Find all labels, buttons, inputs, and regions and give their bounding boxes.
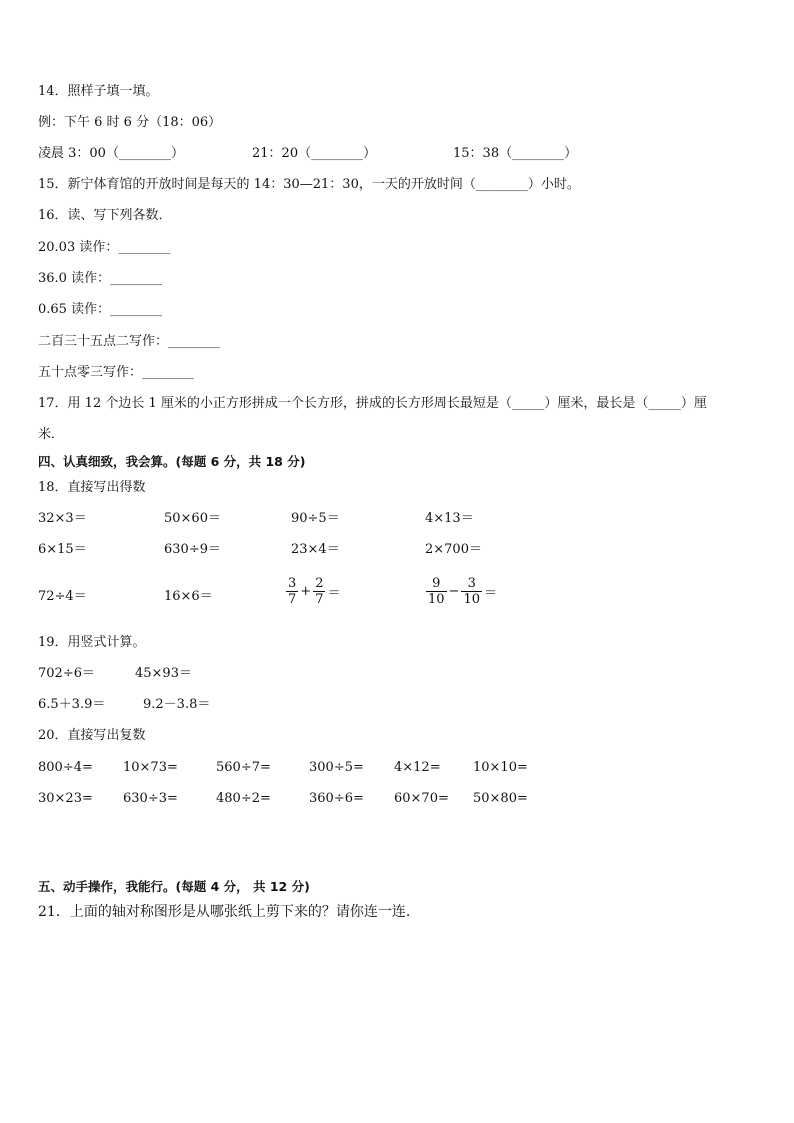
q18-r1-c2: 50×60＝ [164, 511, 221, 526]
q17-line2: 米． [38, 427, 65, 442]
q19-r1-c2: 45×93＝ [135, 666, 192, 681]
q17-line1: 17．用 12 个边长 1 厘米的小正方形拼成一个长方形，拼成的长方形周长最短是（_____）厘米，最长是（_____）厘 [38, 396, 707, 411]
q20-r2-c5: 60×70= [394, 791, 449, 806]
q18-title: 18．直接写出得数 [38, 480, 146, 495]
q18-r1-c1: 32×3＝ [38, 511, 87, 526]
q18-r2-c3: 23×4＝ [291, 542, 340, 557]
q15-text: 15．新宁体育馆的开放时间是每天的 14：30—21：30，一天的开放时间（________）小时。 [38, 177, 580, 192]
q20-r2-c1: 30×23= [38, 791, 93, 806]
q18-r3-c1: 72÷4＝ [38, 589, 87, 604]
q19-r2-c2: 9.2－3.8＝ [143, 697, 211, 712]
fraction [286, 576, 298, 607]
q18-r3-c2: 16×6＝ [164, 589, 213, 604]
q18-r2-c2: 630÷9＝ [164, 542, 221, 557]
q18-fraction-expr-2 [426, 576, 499, 607]
operator: + [300, 584, 312, 599]
q19-r1-c1: 702÷6＝ [38, 666, 95, 681]
q14-item-1: 凌晨 3：00（________） [38, 146, 184, 161]
q16-title: 16．读、写下列各数． [38, 208, 172, 223]
q16-item-3: 0.65 读作：________ [38, 302, 163, 317]
section-4-heading: 四、认真细致，我会算。(每题 6 分，共 18 分) [38, 454, 306, 469]
q19-title: 19．用竖式计算。 [38, 635, 146, 650]
denominator: 7 [288, 592, 297, 607]
q20-r1-c6: 10×10= [473, 760, 528, 775]
q14-example: 例：下午 6 时 6 分（18：06） [38, 115, 222, 130]
denominator: 10 [428, 592, 445, 607]
q20-r1-c2: 10×73= [123, 760, 178, 775]
q16-item-4: 二百三十五点二写作：________ [38, 334, 221, 349]
q19-r2-c1: 6.5＋3.9＝ [38, 697, 106, 712]
q21-text: 21．上面的轴对称图形是从哪张纸上剪下来的？请你连一连. [38, 904, 411, 920]
fraction [426, 576, 447, 607]
q16-item-5: 五十点零三写作：________ [38, 365, 195, 380]
q14-item-2: 21：20（________） [252, 146, 377, 161]
q18-r1-c3: 90÷5＝ [291, 511, 340, 526]
equals: ＝ [484, 586, 498, 601]
q20-r1-c1: 800÷4= [38, 760, 93, 775]
numerator: 2 [315, 576, 324, 591]
section-5-heading: 五、动手操作，我能行。(每题 4 分， 共 12 分) [38, 879, 310, 894]
numerator: 3 [461, 576, 482, 592]
q20-r2-c6: 50×80= [473, 791, 528, 806]
q20-title: 20．直接写出复数 [38, 728, 146, 743]
q20-r1-c4: 300÷5= [309, 760, 364, 775]
q18-r1-c4: 4×13＝ [425, 511, 474, 526]
q20-r2-c4: 360÷6= [309, 791, 364, 806]
q18-fraction-expr-1 [286, 576, 342, 607]
q16-item-1: 20.03 读作：________ [38, 240, 171, 255]
numerator: 3 [288, 576, 297, 591]
q20-r1-c5: 4×12= [394, 760, 441, 775]
q14-item-3: 15：38（________） [453, 146, 578, 161]
equals: ＝ [327, 586, 341, 601]
q20-r2-c2: 630÷3= [123, 791, 178, 806]
q20-r1-c3: 560÷7= [216, 760, 271, 775]
q20-r2-c3: 480÷2= [216, 791, 271, 806]
q16-item-2: 36.0 读作：________ [38, 271, 163, 286]
q18-r2-c4: 2×700＝ [425, 542, 482, 557]
q18-r2-c1: 6×15＝ [38, 542, 87, 557]
fraction [313, 576, 325, 607]
denominator: 10 [463, 592, 480, 607]
fraction [461, 576, 482, 607]
denominator: 7 [315, 592, 324, 607]
operator: − [448, 584, 460, 599]
q14-title: 14．照样子填一填。 [38, 84, 159, 99]
numerator: 9 [426, 576, 447, 592]
